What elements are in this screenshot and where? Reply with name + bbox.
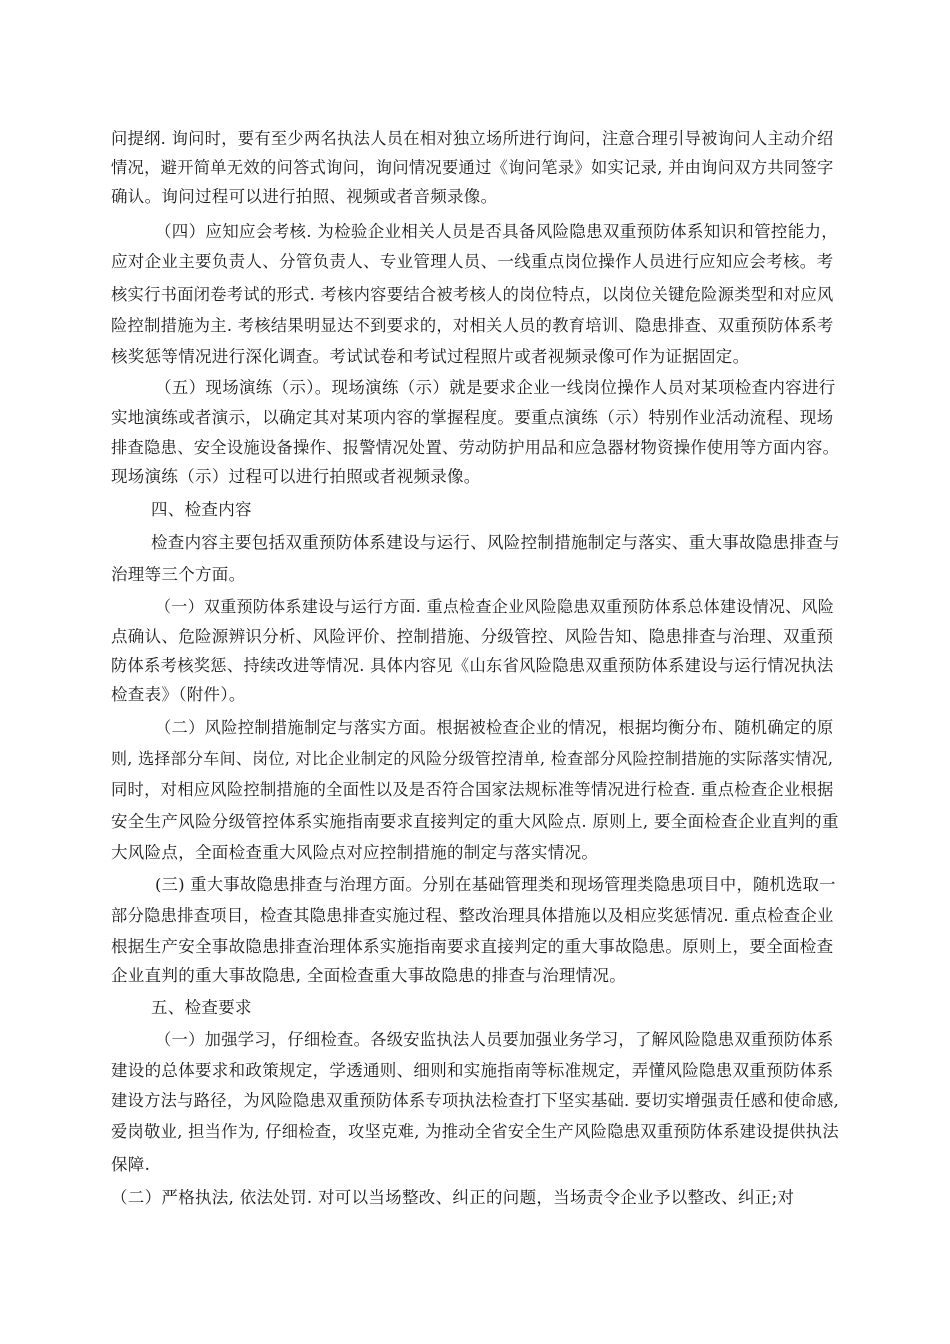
- text-line: 核实行书面闭卷考试的形式. 考核内容要结合被考核人的岗位特点，以岗位关键危险源类型和对应风: [111, 285, 834, 304]
- text-line: 安全生产风险分级管控体系实施指南要求直接判定的重大风险点. 原则上, 要全面检查企业直判的重: [111, 812, 839, 831]
- text-line: 爱岗敬业, 担当作为, 仔细检查，攻坚克难, 为推动全省安全生产风险隐患双重预防体系建设提供执法: [111, 1122, 839, 1141]
- text-line: 核奖惩等情况进行深化调查。考试试卷和考试过程照片或者视频录像可作为证据固定。: [111, 347, 750, 366]
- paragraph-start: （一）双重预防体系建设与运行方面. 重点检查企业风险隐患双重预防体系总体建设情况、风险: [155, 597, 835, 616]
- text-line: 则, 选择部分车间、岗位, 对比企业制定的风险分级管控清单, 检查部分风险控制措施的实际落实情况,: [111, 749, 834, 768]
- text-line: 建设的总体要求和政策规定，学透通则、细则和实施指南等标准规定，弄懂风险隐患双重预防体系: [111, 1061, 834, 1080]
- paragraph-start: 检查内容主要包括双重预防体系建设与运行、风险控制措施制定与落实、重大事故隐患排查与: [151, 533, 840, 552]
- text-line: 保障.: [111, 1155, 151, 1174]
- text-line: 实地演练或者演示，以确定其对某项内容的掌握程度。要重点演练（示）特别作业活动流程、现场: [111, 408, 834, 427]
- text-line: 排查隐患、安全设施设备操作、报警情况处置、劳动防护用品和应急器材物资操作使用等方面内容。: [111, 438, 840, 457]
- paragraph-start: （一）加强学习，仔细检查。各级安监执法人员要加强业务学习，了解风险隐患双重预防体系: [155, 1030, 834, 1049]
- text-line: 应对企业主要负责人、分管负责人、专业管理人员、一线重点岗位操作人员进行应知应会考核。考: [111, 252, 834, 271]
- text-line: 企业直判的重大事故隐患, 全面检查重大事故隐患的排查与治理情况。: [111, 966, 627, 985]
- text-line: 险控制措施为主. 考核结果明显达不到要求的，对相关人员的教育培训、隐患排查、双重预防体系考: [111, 316, 834, 335]
- text-line: 大风险点，全面检查重大风险点对应控制措施的制定与落实情况。: [111, 843, 599, 862]
- text-line: 问提纲. 询问时，要有至少两名执法人员在相对独立场所进行询问，注意合理引导被询问人主动介绍: [111, 129, 834, 148]
- section-heading: 四、检查内容: [151, 500, 252, 519]
- text-line: 确认。询问过程可以进行拍照、视频或者音频录像。: [111, 187, 498, 206]
- paragraph-start: （二）风险控制措施制定与落实方面。根据被检查企业的情况，根据均衡分布、随机确定的原: [155, 718, 834, 737]
- text-line: 现场演练（示）过程可以进行拍照或者视频录像。: [111, 467, 481, 486]
- text-line: 部分隐患排查项目，检查其隐患排查实施过程、整改治理具体措施以及相应奖惩情况. 重点检查企业: [111, 906, 834, 925]
- paragraph-start: （四）应知应会考核. 为检验企业相关人员是否具备风险隐患双重预防体系知识和管控能力，: [155, 222, 839, 241]
- text-line: 同时，对相应风险控制措施的全面性以及是否符合国家法规标准等情况进行检查. 重点检查企业根据: [111, 780, 834, 799]
- text-line: 治理等三个方面。: [111, 565, 246, 584]
- text-line: 根据生产安全事故隐患排查治理体系实施指南要求直接判定的重大事故隐患。原则上，要全面检查: [111, 937, 834, 956]
- paragraph-start: （五）现场演练（示）。现场演练（示）就是要求企业一线岗位操作人员对某项检查内容进行: [155, 378, 836, 397]
- text-line: 检查表》（附件）。: [111, 685, 246, 704]
- paragraph-start: (三) 重大事故隐患排查与治理方面。分别在基础管理类和现场管理类隐患项目中，随机选取一: [155, 875, 836, 894]
- text-line: 情况，避开简单无效的问答式询问，询问情况要通过《询问笔录》如实记录, 并由询问双方共同签字: [111, 158, 834, 177]
- text-line: 防体系考核奖惩、持续改进等情况. 具体内容见《山东省风险隐患双重预防体系建设与运行情况执法: [111, 656, 834, 675]
- text-line: 建设方法与路径，为风险隐患双重预防体系专项执法检查打下坚实基础. 要切实增强责任感和使命感,: [111, 1091, 840, 1110]
- text-line: （二）严格执法, 依法处罚. 对可以当场整改、纠正的问题，当场责令企业予以整改、纠正;对: [111, 1188, 795, 1207]
- section-heading: 五、检查要求: [151, 998, 252, 1017]
- text-line: 点确认、危险源辨识分析、风险评价、控制措施、分级管控、风险告知、隐患排查与治理、双重预: [111, 627, 834, 646]
